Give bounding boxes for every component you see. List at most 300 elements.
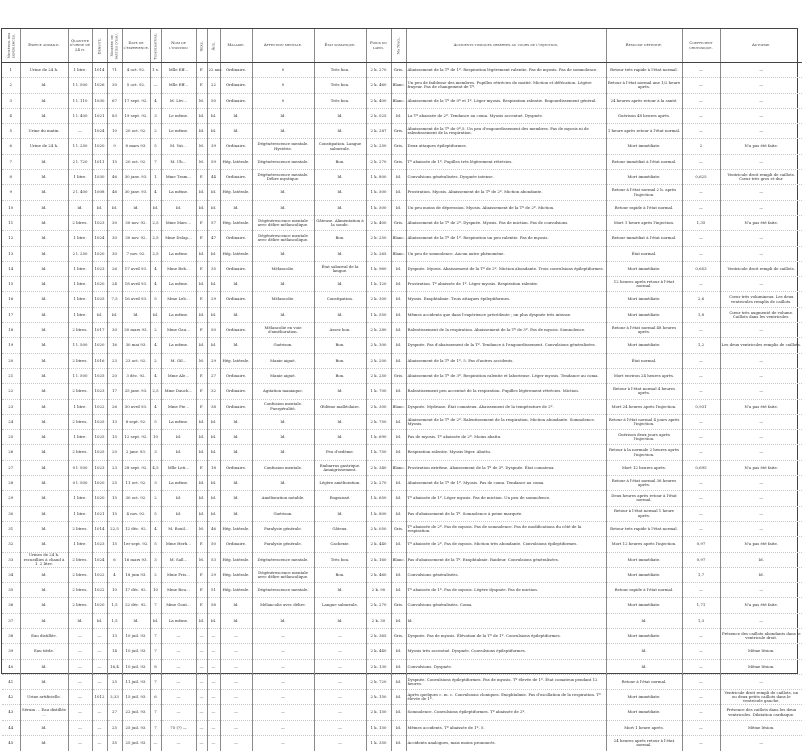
cell-sexe: F. [196,215,207,230]
cell-coefficient: 0,931 [682,399,720,414]
cell-poids: 2 k. 30 [366,613,391,628]
cell-espece: Id. [20,93,68,108]
cell-autopsie: Cœur très volumineux. Les deux ventricules remplis de caillots. [720,292,802,307]
header-quantite: Quantité d'urine de 24 h. [68,29,92,63]
cell-etat: Très bon. [314,552,366,567]
cell-poids: 2 k. 460 [366,78,391,93]
cell-autopsie: N'a pas été faite. [720,139,802,154]
cell-num: 16 [2,292,20,307]
cell-autopsie: — [720,583,802,598]
cell-num: 32 [2,537,20,552]
cell-na: Id. [391,705,406,720]
cell-resultat: Mort 1 heure après. [606,720,682,735]
cell-temp: 4 [150,277,161,292]
cell-age: — [207,659,220,674]
cell-nom: — [161,690,196,705]
table-row [2,185,802,200]
cell-densite: 1022 [92,399,107,414]
cell-temp: 4 [150,338,161,353]
cell-maladie: Hég. latérale. [220,353,252,368]
cell-poids: 2 k. 287 [366,124,391,139]
cell-nombre: 30 [107,231,122,246]
cell-temp: — [150,78,161,93]
cell-num: 28 [2,476,20,491]
cell-nombre: 1,5 [107,598,122,613]
cell-coefficient: — [682,185,720,200]
cell-age: Id. [207,491,220,506]
cell-espece: Id. [20,736,68,751]
cell-maladie: — [220,674,252,689]
cell-temp: 2,5 [150,246,161,261]
cell-nom: Mme Delap… [161,231,196,246]
table-row [2,323,802,338]
cell-maladie: Ordinaire. [220,460,252,475]
table-row [2,445,802,460]
cell-num: 18 [2,323,20,338]
cell-accidents: Id. [406,613,606,628]
cell-maladie: Ordinaire. [220,231,252,246]
cell-espece: Id. [20,353,68,368]
cell-etat: Gâteux. [314,521,366,536]
cell-temp: 4 [150,521,161,536]
table-row [2,200,802,215]
cell-temp: 8 [150,659,161,674]
cell-nom: Mme Reb… [161,261,196,276]
cell-autopsie: — [720,154,802,169]
cell-maladie: Ordinaire. [220,261,252,276]
cell-etat: Id. [314,170,366,185]
cell-maladie: Ordinaire. [220,170,252,185]
cell-accidents: Pas d'abaissement de la Tº. Somnolence à peine marquée. [406,506,606,521]
cell-nombre: 15 [107,506,122,521]
cell-coefficient: — [682,323,720,338]
cell-na: Id. [391,583,406,598]
cell-date: 10 juil. 93. [122,628,150,643]
cell-densite: 1023 [92,460,107,475]
cell-coefficient: 2,6 [682,292,720,307]
cell-densite: — [92,628,107,643]
cell-maladie: Id. [220,613,252,628]
cell-sexe: M. [196,154,207,169]
cell-poids: 2 k. 150 [366,705,391,720]
cell-accidents: Tº abaissée de 1º. Pas de myosis. Légère dyspnée. Pas de miction. [406,583,606,598]
cell-resultat: Mort 12 heures après l'injection. [606,537,682,552]
cell-age: 53 [207,552,220,567]
cell-accidents: Pas de myosis. Tº abaissée de 2º. Moins abattu. [406,430,606,445]
table-row [2,628,802,643]
cell-nombre: Id. [107,307,122,322]
cell-sexe: Id. [196,476,207,491]
cell-temp: 4 [150,185,161,200]
cell-nom: Mme Herb… [161,537,196,552]
cell-sexe: Id. [196,200,207,215]
cell-age: Id. [207,445,220,460]
cell-accidents: Accidents analogues, mais moins prononcés. [406,736,606,751]
table-row [2,93,802,108]
cell-na: Id. [391,674,406,689]
cell-affection: — [252,674,314,689]
cell-date: 28 sept. 92. [122,460,150,475]
cell-affection: — [252,628,314,643]
cell-date: 15 juil. 93. [122,690,150,705]
cell-sexe: — [196,690,207,705]
cell-num: 20 [2,353,20,368]
cell-autopsie: Même lésion. [720,644,802,659]
cell-autopsie: Même lésion. [720,659,802,674]
cell-maladie: Hég. latérale. [220,521,252,536]
cell-maladie: Id. [220,124,252,139]
cell-sexe: F. [196,598,207,613]
cell-densite: 1011 [92,154,107,169]
cell-temp: 3 [150,552,161,567]
cell-affection: Id. [252,613,314,628]
cell-nombre: 15 [107,537,122,552]
cell-accidents: Myosis. Exophtalmie. Trois attaques épileptiformes. [406,292,606,307]
cell-nom: La même. [161,307,196,322]
table-row [2,108,802,123]
cell-etat: Très bon. [314,93,366,108]
cell-resultat: Guérison 48 heures après. [606,108,682,123]
cell-na: Blanc. [391,552,406,567]
cell-sexe: F. [196,323,207,338]
cell-etat: Constipation. Langue saburrale. [314,139,366,154]
cell-date: 17 avril 93. [122,261,150,276]
cell-poids: 2 k. 460 [366,567,391,582]
cell-age: 35 [207,261,220,276]
table-row [2,215,802,230]
cell-temp: 7 [150,720,161,735]
cell-poids: 2 k. 050 [366,521,391,536]
cell-temp: 3 [150,445,161,460]
cell-coefficient: — [682,200,720,215]
cell-densite: — [92,674,107,689]
cell-autopsie: Ventricule droit rempli de caillots, un ou deux petits caillots dans le ventricule gauche. [720,690,802,705]
cell-maladie: — [220,659,252,674]
cell-autopsie: N'a pas été faite. [720,399,802,414]
cell-densite: 1030 [92,170,107,185]
cell-coefficient: — [682,720,720,735]
cell-poids: 2 k. 150 [366,690,391,705]
cell-nombre: 1,5 [107,613,122,628]
cell-nom: — [161,736,196,751]
cell-autopsie: — [720,445,802,460]
cell-autopsie: Présence des caillots dans les deux ventricules. Dilatation cardiaque. [720,705,802,720]
cell-date: 25 juil. 93. [122,736,150,751]
cell-nom: M. Lèv… [161,93,196,108]
cell-temp: 6 [150,690,161,705]
cell-quantite: 2 l. 720 [68,154,92,169]
cell-age: Id. [207,108,220,123]
cell-densite: 1014 [92,521,107,536]
cell-quantite: 2 l. 250 [68,246,92,261]
cell-espece: Id. [20,246,68,261]
cell-quantite: 1 l. 110 [68,93,92,108]
cell-affection: 0 [252,93,314,108]
cell-na: Id. [391,338,406,353]
cell-nombre: 13 [107,414,122,429]
cell-poids: 2 k. 440 [366,644,391,659]
cell-espece: Id. [20,231,68,246]
cell-resultat: Retour à l'état normal 4 heures après. [606,384,682,399]
cell-resultat: 24 heures après retour à l'état normal. [606,736,682,751]
cell-affection: Dégénérescence mentale. [252,552,314,567]
cell-accidents: Abaissement de la Tº de 1º. Myosis. Pas de coma. Tendance au coma. [406,476,606,491]
cell-etat: Id. [314,583,366,598]
table-row [2,476,802,491]
cell-affection: 0 [252,78,314,93]
cell-resultat: Retour à la normale 2 heures après l'injection. [606,445,682,460]
cell-etat: Id. [314,414,366,429]
cell-temp: 4 [150,93,161,108]
cell-densite: 1025 [92,368,107,383]
cell-nom: Id. [161,445,196,460]
cell-nom: Id. [161,506,196,521]
cell-maladie: Id. [220,445,252,460]
cell-age: Id. [207,277,220,292]
cell-sexe: F. [196,63,207,78]
cell-espece: Id. [20,583,68,598]
cell-autopsie: — [720,414,802,429]
cell-maladie: — [220,644,252,659]
cell-accidents: Convulsions généralisées. [406,567,606,582]
cell-poids: 2 k. 250 [366,368,391,383]
cell-temp: 1 [150,170,161,185]
cell-coefficient: — [682,476,720,491]
cell-poids: 2 k. 250 [366,139,391,154]
cell-nom: — [161,628,196,643]
cell-num: 14 [2,261,20,276]
cell-nom: Mme Pie… [161,399,196,414]
table-row [2,567,802,582]
cell-etat: Constipation. [314,292,366,307]
cell-maladie: Ordinaire. [220,93,252,108]
cell-sexe: F. [196,261,207,276]
cell-maladie: Ordinaire. [220,537,252,552]
header-affection: Affection mentale. [252,29,314,63]
cell-espece: Urine de 24 h. [20,63,68,78]
table-row [2,583,802,598]
table-row [2,139,802,154]
cell-affection: Dégénérescence mentale. Délire mystique. [252,170,314,185]
cell-densite: 1023 [92,537,107,552]
cell-affection: Paralysie générale. [252,537,314,552]
cell-resultat: Retour immédiat à l'état normal. [606,231,682,246]
cell-temp: 3 [150,476,161,491]
cell-age: Id. [207,185,220,200]
cell-densite: 1026 [92,78,107,93]
cell-affection: Manie aiguë. [252,368,314,383]
cell-etat: Embarras gastrique. Amaigrissement. [314,460,366,475]
cell-quantite: 1 litre. [68,261,92,276]
cell-na: Gris. [391,521,406,536]
table-row [2,613,802,628]
cell-poids: 2 k. 160 [366,552,391,567]
cell-coefficient: — [682,108,720,123]
table-row [2,720,802,735]
cell-affection: Dégénérescence mentale. [252,154,314,169]
cell-resultat: Mort immédiate. [606,552,682,567]
cell-na: Id. [391,323,406,338]
cell-espece: Id. [20,215,68,230]
cell-na: Gris. [391,215,406,230]
cell-sexe: Id. [196,491,207,506]
cell-nom: Mme Gau… [161,323,196,338]
cell-etat: Bon. [314,567,366,582]
cell-espece: Id. [20,476,68,491]
table-row [2,277,802,292]
header-num: Numéros des expériences. [2,29,20,63]
cell-nombre: 10 [107,124,122,139]
cell-coefficient: — [682,705,720,720]
cell-num: 21 [2,368,20,383]
cell-densite: Id. [92,613,107,628]
cell-coefficient: — [682,430,720,445]
cell-accidents: Dyspnée. Mydriase. État comateux. Abaissement de la température de 2º. [406,399,606,414]
cell-na: Id. [391,567,406,582]
cell-densite: 1012 [92,690,107,705]
cell-date: Id. [122,613,150,628]
cell-nombre: 13 [107,628,122,643]
cell-maladie: Ordinaire. [220,63,252,78]
cell-temp: 1 s. [150,63,161,78]
cell-coefficient: 1,8 [682,307,720,322]
cell-nombre: 26 [107,261,122,276]
header-temp: Température. [150,29,161,63]
cell-na: Id. [391,430,406,445]
cell-temp: 7 [150,674,161,689]
cell-etat: Assez bon. [314,323,366,338]
cell-autopsie: N'a pas été faite. [720,537,802,552]
cell-date: 17 déc. 92. [122,583,150,598]
cell-coefficient: — [682,231,720,246]
cell-sexe: Id. [196,430,207,445]
cell-age: 22 [207,78,220,93]
cell-etat: — [314,644,366,659]
cell-poids: 2 k. 025 [366,108,391,123]
cell-na: Gris. [391,628,406,643]
cell-espece: Id. [20,720,68,735]
cell-quantite: 1 litre. [68,277,92,292]
cell-na: Id. [391,200,406,215]
cell-etat: — [314,720,366,735]
cell-nom: Mme Leb… [161,292,196,307]
cell-affection: Dégénérescence mentale. [252,583,314,598]
cell-espece: Id. [20,537,68,552]
cell-temp: 5 [150,139,161,154]
cell-date: 11 juil. 93. [122,674,150,689]
cell-date: 12 sept. 92. [122,430,150,445]
cell-num: 41 [2,674,20,689]
cell-espece: Id. [20,399,68,414]
cell-densite: — [92,705,107,720]
cell-maladie: Hég. latérale. [220,154,252,169]
cell-densite: Id. [92,200,107,215]
cell-temp: 3 [150,108,161,123]
cell-num: 44 [2,720,20,735]
cell-age: 38 [207,399,220,414]
cell-affection: Id. [252,476,314,491]
cell-coefficient: — [682,690,720,705]
cell-affection: Manie aiguë. [252,353,314,368]
cell-espece: Sérum … Eau distillée … [20,705,68,720]
cell-accidents: Myosis très accentué. Dyspnée. Convulsions épileptiformes. [406,644,606,659]
cell-date: 4 nov. 92. [122,506,150,521]
cell-espece: Urine du matin. [20,124,68,139]
cell-autopsie: — [720,368,802,383]
cell-espece: Urine artificielle. [20,690,68,705]
urotoxicity-table [2,29,802,751]
cell-sexe: — [196,736,207,751]
cell-nombre: 30 [107,246,122,261]
cell-num: 15 [2,277,20,292]
cell-espece: Id. [20,170,68,185]
cell-etat: Œdème malléolaire. [314,399,366,414]
cell-etat: Bon. [314,368,366,383]
cell-espece: Id. [20,185,68,200]
cell-quantite: 2 litres. [68,583,92,598]
cell-nom: M. Sall… [161,552,196,567]
cell-accidents: Après quelques c. m. c. Convulsions cloniques. Exophtalmie. Pas d'oscillation de la respiration. Tº élevée de 1º. [406,690,606,705]
cell-quantite: 1 litre. [68,430,92,445]
cell-affection: Id. [252,246,314,261]
cell-poids: 1 k. 350 [366,736,391,751]
cell-nombre: 3,33 [107,690,122,705]
cell-maladie: Id. [220,506,252,521]
cell-date: Id. [122,200,150,215]
cell-num: 29 [2,491,20,506]
cell-poids: 2 k. 400 [366,93,391,108]
table-row [2,292,802,307]
cell-densite: 1024 [92,231,107,246]
cell-densite: 1023 [92,384,107,399]
cell-densite: Id. [92,307,107,322]
cell-nombre: 67 [107,93,122,108]
cell-temp: 7 [150,598,161,613]
cell-accidents: Prostration extrême. Abaissement de la Tº de 3º. Dyspnée. État comateux. [406,460,606,475]
cell-affection: Id. [252,430,314,445]
table-row [2,384,802,399]
cell-quantite: 2 litres. [68,521,92,536]
cell-date: 16 avril 93. [122,292,150,307]
cell-autopsie: Ventricule droit rempli de caillots. Cœur très gros et dur. [720,170,802,185]
cell-etat: Id. [314,430,366,445]
cell-autopsie: — [720,736,802,751]
cell-coefficient: — [682,628,720,643]
cell-sexe: Id. [196,277,207,292]
cell-espece: Id. [20,78,68,93]
cell-num: 31 [2,521,20,536]
cell-nom: M. Uh… [161,154,196,169]
cell-espece: Id. [20,338,68,353]
cell-sexe: Id. [196,246,207,261]
cell-espece: Id. [20,414,68,429]
cell-nom: La même. [161,613,196,628]
cell-etat: — [314,628,366,643]
cell-accidents: Dyspnée. Convulsions épileptiformes. Pas de myosis. Tº élevée de 1º. État comateux pendant 12 heures. [406,674,606,689]
cell-poids: 2 k. 270 [366,598,391,613]
cell-num: 36 [2,598,20,613]
cell-nombre: 30 [107,215,122,230]
cell-resultat: Mort immédiate. [606,261,682,276]
cell-sexe: — [196,705,207,720]
cell-densite: 1021 [92,108,107,123]
cell-na: Blanc. [391,246,406,261]
cell-coefficient: — [682,384,720,399]
cell-nombre: 10 [107,583,122,598]
cell-sexe: F. [196,78,207,93]
cell-sexe: — [196,720,207,735]
cell-maladie: Id. [220,200,252,215]
